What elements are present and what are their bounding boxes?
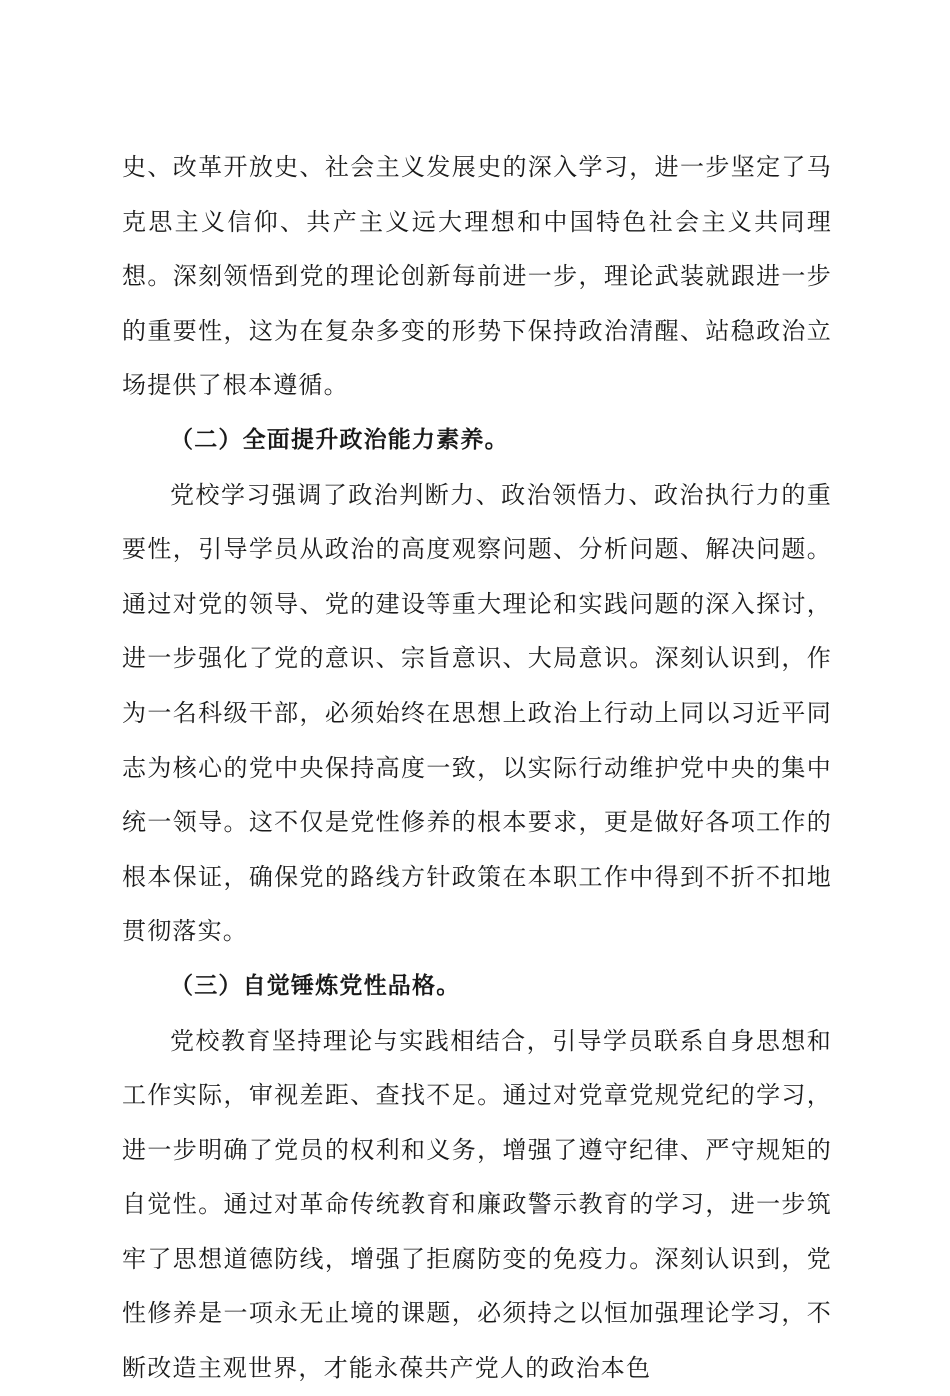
section-heading-3: （三）自觉锤炼党性品格。 — [170, 972, 461, 999]
document-body — [122, 140, 832, 1396]
paragraph-party-character: 党校教育坚持理论与实践相结合，引导学员联系自身思想和工作实际，审视差距、查找不足。通过对党章党规党纪的学习，进一步明确了党员的权利和义务，增强了遵守纪律、严守规矩的自觉性。通过对革命传统教育和廉政警示教育的学习，进一步筑牢了思想道德防线，增强了拒腐防变的免疫力。深刻认识到，党性修养是一项永无止境的课题，必须持之以恒加强理论学习，不断改造主观世界，才能永葆共产党人的政治本色 — [122, 1026, 832, 1383]
paragraph-political-ability: 党校学习强调了政治判断力、政治领悟力、政治执行力的重要性，引导学员从政治的高度观察问题、分析问题、解决问题。通过对党的领导、党的建设等重大理论和实践问题的深入探讨，进一步强化了党的意识、宗旨意识、大局意识。深刻认识到，作为一名科级干部，必须始终在思想上政治上行动上同以习近平同志为核心的党中央保持高度一致，以实际行动维护党中央的集中统一领导。这不仅是党性修养的根本要求，更是做好各项工作的根本保证，确保党的路线方针政策在本职工作中得到不折不扣地贯彻落实。 — [122, 480, 832, 946]
paragraph-continuation: 史、改革开放史、社会主义发展史的深入学习，进一步坚定了马克思主义信仰、共产主义远大理想和中国特色社会主义共同理想。深刻领悟到党的理论创新每前进一步，理论武装就跟进一步的重要性，这为在复杂多变的形势下保持政治清醒、站稳政治立场提供了根本遵循。 — [122, 153, 832, 400]
section-heading-2: （二）全面提升政治能力素养。 — [170, 426, 509, 453]
